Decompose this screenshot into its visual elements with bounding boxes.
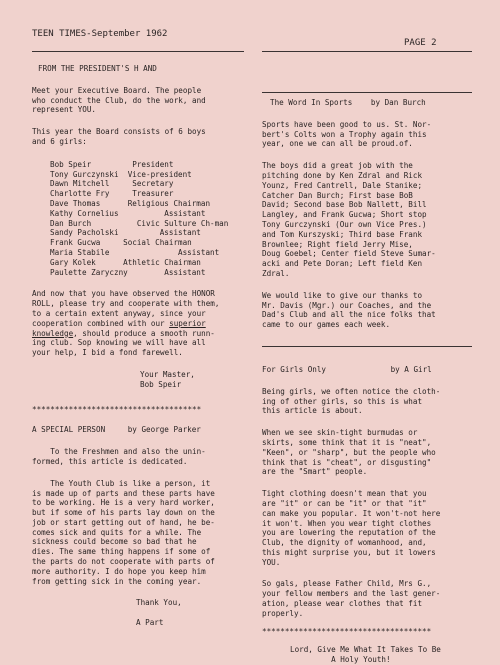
sports-byline: by Dan Burch [370, 98, 426, 107]
special-person-title-row [32, 425, 262, 435]
girls-title: For Girls Only [262, 364, 327, 374]
sports-thanks: We would like to give our thanks to Mr. Davis (Mgr.) our Coaches, and the Dad's Club and all the nice folks that came to our games each week. [262, 290, 436, 330]
sports-roster: The boys did a great job with the pitching done by Ken Zdral and Rick Younz, Fred Cantrell, Dale Stanike; Catcher Dan Burch; First base BoB David; Second base Bob Nallett, Bill Langley, and Frank Gucwa; Short stop Tony Gurczynski (Our own Vice Pres.) and Tom Kurszyski; Third base Frank Brownlee; Right field Jerry Mise, Doug Goebel; Center field Steve Sumar- acki and Pete Doran; Left field Ken Zdral. [262, 161, 436, 278]
underlined-phrase: knowledge [32, 328, 74, 338]
right-column [262, 98, 482, 665]
closing-line: ing club. Sop knowing we will have all [32, 338, 206, 348]
closing-line: , should produce a smooth runn- [73, 328, 215, 338]
board-count: This year the Board consists of 6 boys and 6 girls: [32, 127, 206, 146]
president-signoff: Your Master, Bob Speir [140, 369, 195, 389]
girls-byline: by A Girl [390, 364, 432, 374]
girls-star-divider: ************************************* [262, 626, 432, 636]
underlined-phrase: superior [169, 318, 206, 328]
left-column [32, 64, 262, 628]
girls-observation: When we see skin-tight burmudas or skirts, some think that it is "neat", "Keen", or "sharp", but the people who think that is "cheat", or disgusting" are the "Smart" people. [262, 428, 436, 477]
girls-top-rule [262, 346, 472, 347]
closing-line: ROLL, please try and cooperate with them, [32, 299, 220, 309]
special-person-signoff: Thank You, A Part [136, 598, 182, 628]
girls-tight-clothing: Tight clothing doesn't mean that you are "it" or can be "it" or that "it" can make you popular. It won't-not here it won't. When you wear tight clothes you are lowering the reputation of the Club, the dignity of womanhood, and, this might surprise you, but it lowers YOU. [262, 489, 441, 567]
newsletter-header: TEEN TIMES-September 1962 [32, 29, 168, 39]
closing-paragraph [32, 289, 262, 358]
sports-top-rule [262, 92, 472, 93]
page-number: PAGE 2 [404, 38, 437, 48]
special-person-title: A SPECIAL PERSON [32, 425, 106, 435]
girls-title-row [262, 365, 482, 375]
closing-prayer: Lord, Give Me What It Takes To Be A Holy Youth! [290, 645, 441, 665]
board-roster: Bob Speir President Tony Gurczynski Vice-president Dawn Mitchell Secretary Charlotte Fry Treasurer Dave Thomas Religious Chairman Kathy Cornelius Assistant Dan Burch Civic Sulture Ch-man Sandy Pacholski Assistant Frank Gucwa Social Chairman Maria Stabile Assistant Gary Kolek Athletic Chairman Paulette Zaryczny Assistant [50, 159, 229, 277]
special-person-intro: To the Freshmen and also the unin- formed, this article is dedicated. [32, 447, 206, 466]
special-person-body: The Youth Club is like a person, it is made up of parts and these parts have to be working. He is a very hard worker, but if some of his parts lay down on the job or start getting out of hand, he be- comes sick and quits for a while. The sickness could become so bad that he dies. The same thing happens if some of the parts do not cooperate with parts of more authority. I do hope you keep him from getting sick in the coming year. [32, 478, 215, 586]
star-divider: ************************************* [32, 404, 202, 414]
sports-intro: Sports have been good to us. St. Nor- bert's Colts won a Trophy again this year, one we can all be proud.of. [262, 119, 432, 149]
president-heading: FROM THE PRESIDENT'S H AND [38, 64, 157, 73]
special-person-byline: by George Parker [127, 425, 201, 435]
header-rule-left [32, 51, 244, 52]
closing-line: And now that you have observed the HONOR [32, 289, 215, 299]
board-intro: Meet your Executive Board. The people who conduct the Club, do the work, and represent YOU. [32, 85, 206, 115]
closing-line: cooperation combined with our [32, 318, 170, 328]
sports-title-row [270, 98, 482, 108]
header-rule-right [262, 51, 472, 52]
girls-appeal: So gals, please Father Child, Mrs G., your fellow members and the last gener- ation, please wear clothes that fit properly. [262, 579, 441, 618]
closing-line: your help, I bid a fond farewell. [32, 348, 183, 358]
girls-intro: Being girls, we often notice the cloth- ing of other girls, so this is what this article is about. [262, 386, 441, 416]
closing-line: to a certain extent anyway, since your [32, 308, 206, 318]
sports-title: The Word In Sports [270, 98, 353, 107]
